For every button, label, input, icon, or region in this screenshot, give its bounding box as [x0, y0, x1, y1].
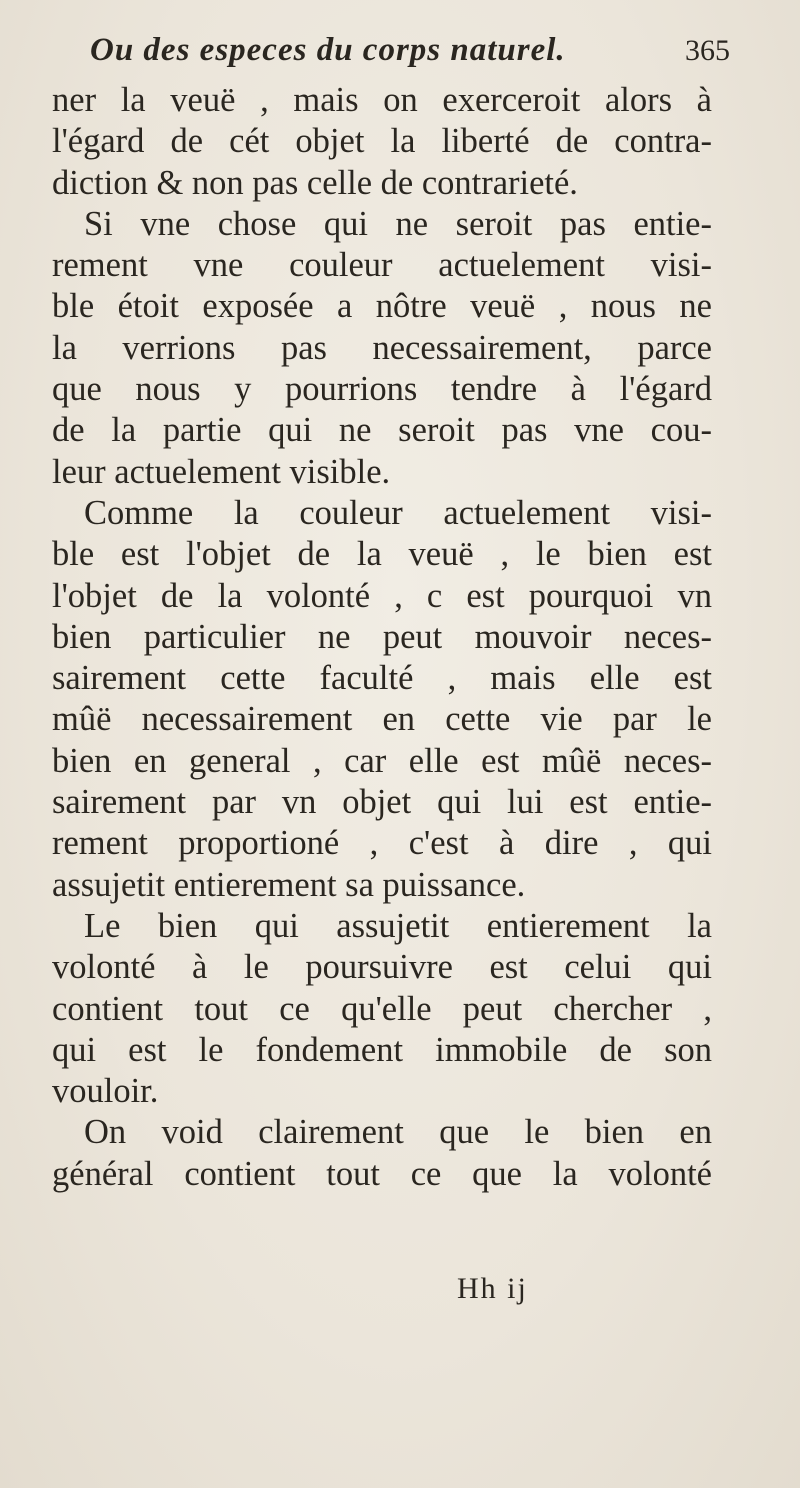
text-line: sairement par vn objet qui lui est entie-	[52, 783, 712, 822]
text-line: leur actuelement visible.	[52, 452, 391, 491]
text-line: sairement cette faculté , mais elle est	[52, 659, 712, 698]
text-line: rement vne couleur actuelement visi-	[52, 246, 712, 285]
text-line: rement proportioné , c'est à dire , qui	[52, 824, 712, 863]
text-line: qui est le fondement immobile de son	[52, 1030, 712, 1069]
text-line: l'objet de la volonté , c est pourquoi vn	[52, 576, 712, 615]
text-line: Le bien qui assujetit entierement la	[84, 906, 712, 945]
text-line: Comme la couleur actuelement visi-	[84, 493, 712, 532]
text-line: ble est l'objet de la veuë , le bien est	[52, 535, 712, 574]
text-line: bien particulier ne peut mouvoir neces-	[52, 617, 712, 656]
text-line: de la partie qui ne seroit pas vne cou-	[52, 411, 712, 450]
text-line: que nous y pourrions tendre à l'égard	[52, 370, 712, 409]
running-head: Ou des especes du corps naturel.	[90, 32, 566, 68]
text-line: vouloir.	[52, 1072, 159, 1111]
body-text	[52, 80, 712, 1195]
text-line: Si vne chose qui ne seroit pas entie-	[84, 204, 712, 243]
text-line: volonté à le poursuivre est celui qui	[52, 948, 712, 987]
text-line: ner la veuë , mais on exerceroit alors à	[52, 81, 712, 119]
page-number: 365	[685, 34, 730, 67]
text-line: assujetit entierement sa puissance.	[52, 865, 526, 904]
page-header	[90, 32, 730, 80]
text-line: bien en general , car elle est mûë neces-	[52, 741, 712, 780]
text-line: ble étoit exposée a nôtre veuë , nous ne	[52, 287, 712, 326]
text-line: l'égard de cét objet la liberté de contra-	[52, 122, 712, 161]
text-line: mûë necessairement en cette vie par le	[52, 700, 712, 739]
text-line: diction & non pas celle de contrarieté.	[52, 163, 578, 202]
text-line: général contient tout ce que la volonté	[52, 1154, 712, 1193]
text-line: contient tout ce qu'elle peut chercher ,	[52, 989, 712, 1028]
text-line: On void clairement que le bien en	[84, 1113, 712, 1152]
signature-mark: Hh ij	[457, 1272, 528, 1305]
text-line: la verrions pas necessairement, parce	[52, 328, 712, 367]
